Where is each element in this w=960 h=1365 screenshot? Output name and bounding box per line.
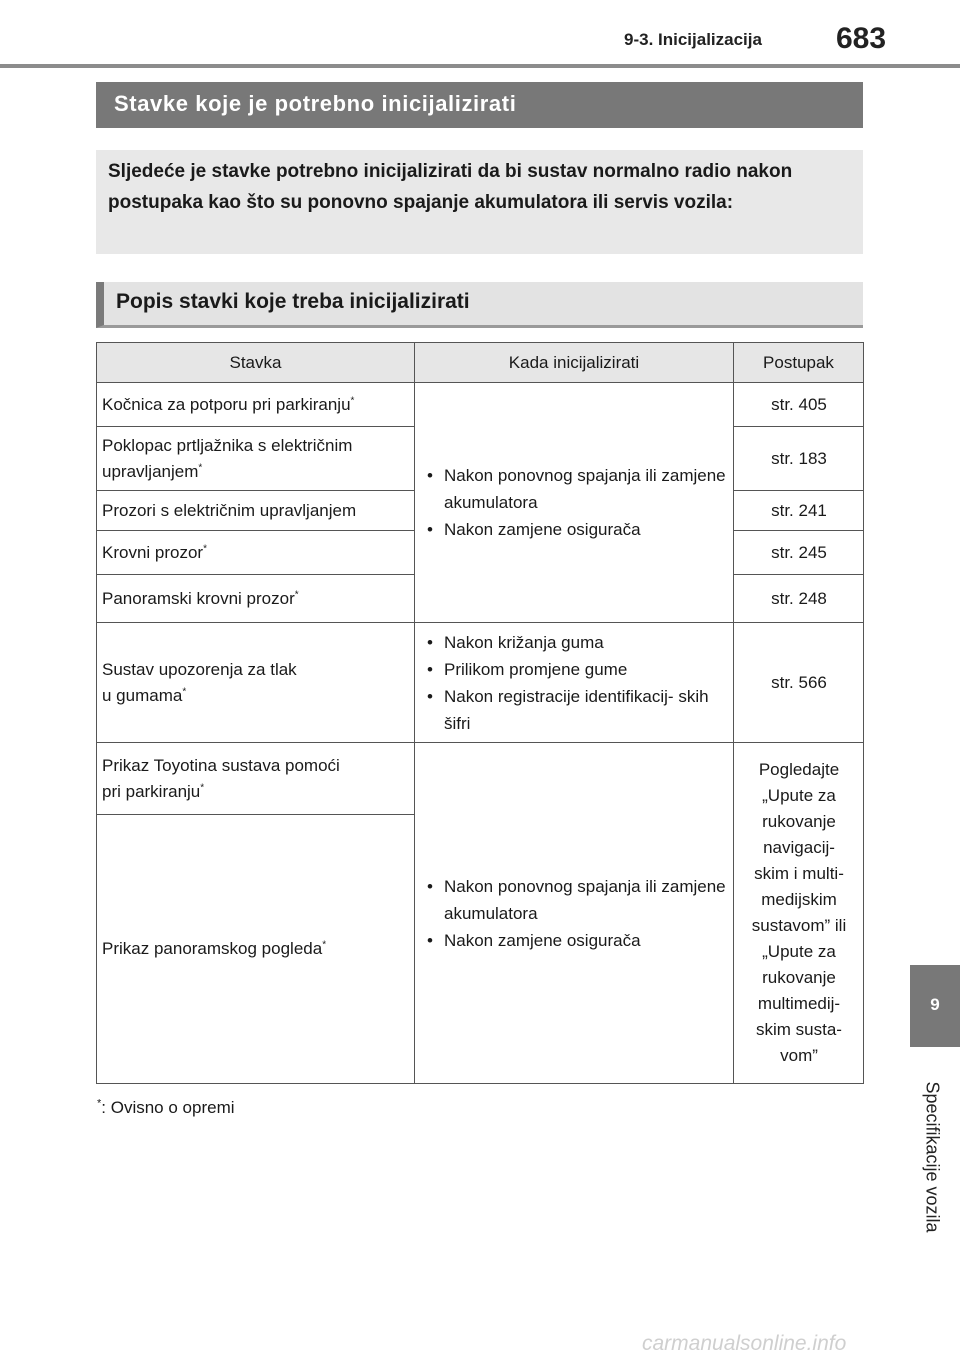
chapter-tab <box>910 965 960 1047</box>
header-item: Stavka <box>97 343 415 383</box>
section-heading-bar <box>96 82 863 128</box>
subheading-bar <box>96 282 863 328</box>
page-number: 683 <box>836 22 887 55</box>
condition-item: • Nakon ponovnog spajanja ili zamjene akumulatora <box>427 462 729 516</box>
condition-item: • Prilikom promjene gume <box>427 656 729 683</box>
intro-text: Sljedeće je stavke potrebno inicijalizirati da bi sustav normalno radio nakon postupaka kao što su ponovno spajanje akumulatora ili servis vozila: <box>108 161 793 213</box>
condition-item: • Nakon zamjene osigurača <box>427 516 729 543</box>
table-row <box>97 743 864 815</box>
page-ref: str. 566 <box>734 623 864 743</box>
item-cell: Sustav upozorenja za tlak u gumama* <box>97 623 415 743</box>
table-row <box>97 383 864 427</box>
initialization-table <box>96 342 864 1084</box>
item-cell: Prikaz Toyotina sustava pomoći pri parkiranju* <box>97 743 415 815</box>
condition-item: • Nakon križanja guma <box>427 629 729 656</box>
condition-item: • Nakon registracije identifikacij- skih šifri <box>427 683 729 737</box>
page-ref: str. 405 <box>734 383 864 427</box>
header-rule <box>0 64 960 68</box>
intro-box <box>96 150 863 254</box>
page-ref: str. 241 <box>734 491 864 531</box>
section-heading: Stavke koje je potrebno inicijalizirati <box>114 91 517 116</box>
chapter-number: 9 <box>930 995 940 1014</box>
conditions-cell <box>415 623 734 743</box>
condition-item: • Nakon ponovnog spajanja ili zamjene akumulatora <box>427 873 729 927</box>
page-ref: str. 245 <box>734 531 864 575</box>
header-when: Kada inicijalizirati <box>415 343 734 383</box>
item-cell: Krovni prozor* <box>97 531 415 575</box>
item-cell: Kočnica za potporu pri parkiranju* <box>97 383 415 427</box>
condition-item: • Nakon zamjene osigurača <box>427 927 729 954</box>
footnote: *: Ovisno o opremi <box>97 1097 235 1117</box>
page-ref: str. 248 <box>734 575 864 623</box>
subheading: Popis stavki koje treba inicijalizirati <box>116 290 470 313</box>
page-ref: str. 183 <box>734 427 864 491</box>
chapter-label-box <box>912 1062 952 1252</box>
section-title: 9-3. Inicijalizacija <box>624 30 762 49</box>
table-header-row <box>97 343 864 383</box>
chapter-label: Specifikacije vozila <box>922 1081 943 1233</box>
watermark: carmanualsonline.info <box>642 1332 847 1355</box>
item-cell: Poklopac prtljažnika s električnim upravljanjem* <box>97 427 415 491</box>
conditions-cell <box>415 383 734 623</box>
item-cell: Panoramski krovni prozor* <box>97 575 415 623</box>
item-cell: Prozori s električnim upravljanjem <box>97 491 415 531</box>
item-cell: Prikaz panoramskog pogleda* <box>97 815 415 1084</box>
conditions-cell <box>415 743 734 1084</box>
manual-reference: Pogledajte „Upute za rukovanje navigacij- skim i multi- medijskim sustavom” ili „Upute za rukovanje multimedij- skim susta- vom” <box>734 743 864 1084</box>
table-row <box>97 623 864 743</box>
header-procedure: Postupak <box>734 343 864 383</box>
